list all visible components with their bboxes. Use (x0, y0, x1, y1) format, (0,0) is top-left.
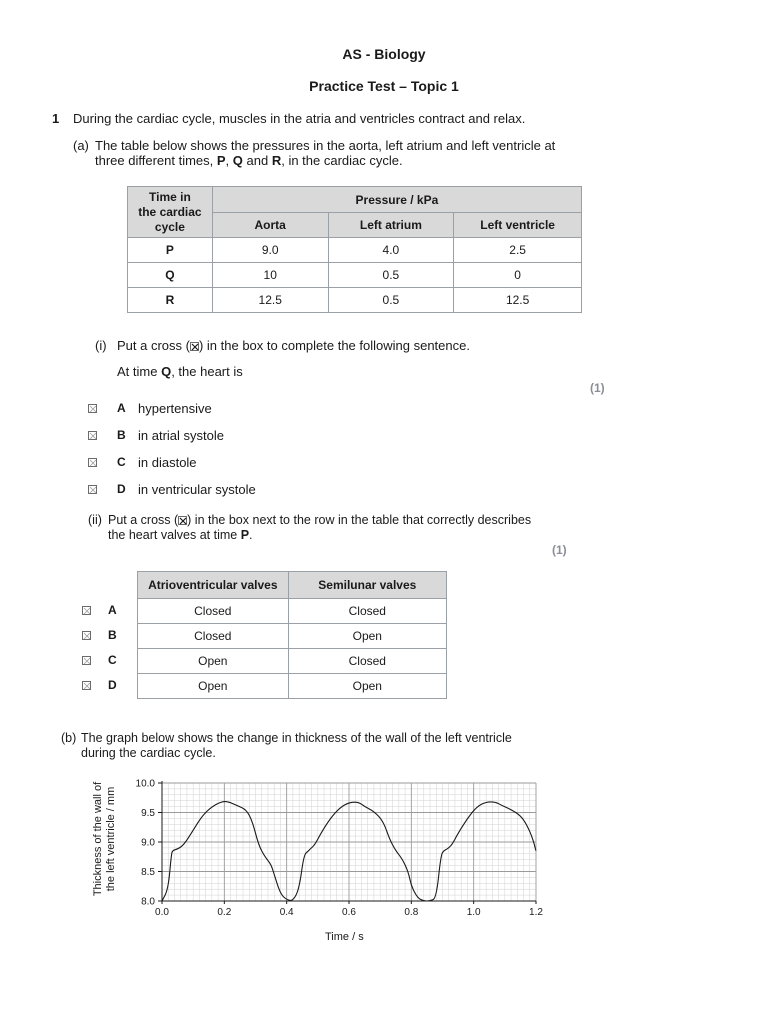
option-text: in ventricular systole (138, 482, 256, 497)
option-checkbox[interactable] (82, 681, 91, 690)
option-text: hypertensive (138, 401, 212, 416)
part-i-marks: (1) (590, 381, 605, 395)
cell-value: 12.5 (454, 288, 582, 313)
x-tick-labels (155, 907, 543, 918)
option-a[interactable] (88, 401, 388, 418)
part-a-intro-line1: The table below shows the pressures in the aorta, left atrium and left ventricle at (95, 138, 556, 153)
option-checkbox[interactable] (88, 458, 97, 467)
part-b-intro-line1: The graph below shows the change in thickness of the wall of the left ventricle (81, 731, 512, 745)
table-row (128, 263, 582, 288)
cell-value: Open (138, 674, 289, 699)
option-d[interactable] (88, 482, 388, 499)
cell-value: 4.0 (328, 238, 454, 263)
column-header-atrioventricular: Atrioventricular valves (138, 572, 289, 599)
cross-box-icon (190, 342, 199, 351)
part-ii-instruction-line2: the heart valves at time P. (108, 528, 253, 542)
part-i-sentence: At time Q, the heart is (117, 364, 243, 379)
option-c[interactable] (88, 455, 388, 472)
option-checkbox[interactable] (88, 431, 97, 440)
option-letter: B (108, 628, 117, 642)
cell-value: 10 (212, 263, 328, 288)
valve-option-a[interactable] (82, 598, 132, 623)
option-checkbox[interactable] (88, 404, 97, 413)
option-checkbox[interactable] (88, 485, 97, 494)
y-tick-label: 9.0 (141, 837, 155, 849)
chart-axes (158, 781, 536, 904)
valve-table (137, 571, 447, 699)
valve-option-d[interactable] (82, 673, 132, 698)
x-tick-label: 0.2 (217, 907, 232, 918)
x-tick-label: 0.6 (342, 907, 356, 918)
cell-value: Closed (288, 599, 446, 624)
part-a-label: (a) (73, 138, 89, 153)
cell-value: 12.5 (212, 288, 328, 313)
part-b-label: (b) (61, 731, 77, 745)
column-header-aorta: Aorta (212, 213, 328, 238)
table-row (138, 599, 447, 624)
pressure-table (127, 186, 582, 313)
cell-value: Open (288, 674, 446, 699)
cell-value: 0 (454, 263, 582, 288)
table-row (138, 674, 447, 699)
x-tick-label: 1.2 (529, 907, 543, 918)
part-ii-marks: (1) (552, 543, 567, 557)
option-letter: D (117, 482, 126, 496)
row-time: Q (128, 263, 213, 288)
question-stem: During the cardiac cycle, muscles in the atria and ventricles contract and relax. (73, 111, 526, 126)
y-tick-label: 9.5 (141, 808, 155, 819)
valve-option-c[interactable] (82, 648, 132, 673)
part-ii-instruction-line1: Put a cross ( ) in the box next to the row in the table that correctly describes (108, 513, 532, 527)
part-i-instruction: Put a cross ( ) in the box to complete the following sentence. (117, 338, 470, 353)
pressure-header: Pressure / kPa (212, 187, 581, 213)
option-letter: C (108, 653, 117, 667)
cell-value: 2.5 (454, 238, 582, 263)
y-tick-labels (136, 779, 156, 908)
part-a-intro-line2: three different times, P, Q and R, in the cardiac cycle. (95, 153, 403, 168)
table-row (138, 624, 447, 649)
cell-value: 9.0 (212, 238, 328, 263)
table-row (138, 649, 447, 674)
option-letter: A (117, 401, 126, 415)
cell-value: Closed (138, 624, 289, 649)
thickness-chart (110, 770, 560, 950)
y-tick-label: 8.0 (141, 896, 155, 908)
option-text: in diastole (138, 455, 197, 470)
option-checkbox[interactable] (82, 631, 91, 640)
option-letter: A (108, 603, 117, 617)
y-tick-label: 10.0 (135, 778, 155, 790)
x-tick-label: 0.8 (404, 907, 419, 918)
column-header-left-atrium: Left atrium (328, 213, 454, 238)
part-ii-label: (ii) (88, 513, 102, 527)
option-b[interactable] (88, 428, 388, 445)
x-tick-label: 0.0 (155, 907, 169, 918)
question-number: 1 (52, 111, 60, 126)
column-header-left-ventricle: Left ventricle (454, 213, 582, 238)
option-checkbox[interactable] (82, 656, 91, 665)
valve-option-b[interactable] (82, 623, 132, 648)
time-column-header: Time in the cardiac cycle (128, 187, 213, 238)
part-i-label: (i) (95, 338, 107, 353)
x-tick-label: 1.0 (466, 907, 481, 918)
cell-value: Closed (288, 649, 446, 674)
row-time: R (128, 288, 213, 313)
cell-value: Open (288, 624, 446, 649)
page-title: AS - Biology (342, 46, 426, 62)
part-b-intro-line2: during the cardiac cycle. (81, 746, 216, 760)
cell-value: 0.5 (328, 263, 454, 288)
cell-value: Open (138, 649, 289, 674)
page-subtitle: Practice Test – Topic 1 (309, 78, 459, 94)
row-time: P (128, 238, 213, 263)
column-header-semilunar: Semilunar valves (288, 572, 446, 599)
cell-value: Closed (138, 599, 289, 624)
table-row (128, 288, 582, 313)
option-text: in atrial systole (138, 428, 224, 443)
cross-box-icon (178, 516, 187, 525)
option-checkbox[interactable] (82, 606, 91, 615)
option-letter: C (117, 455, 126, 469)
cell-value: 0.5 (328, 288, 454, 313)
option-letter: B (117, 428, 126, 442)
x-tick-label: 0.4 (279, 907, 294, 918)
x-axis-title: Time / s (325, 931, 364, 943)
y-tick-label: 8.5 (141, 867, 155, 878)
y-axis-title: Thickness of the wall of the left ventricle / mm (92, 781, 117, 897)
option-letter: D (108, 678, 117, 692)
table-row (128, 238, 582, 263)
